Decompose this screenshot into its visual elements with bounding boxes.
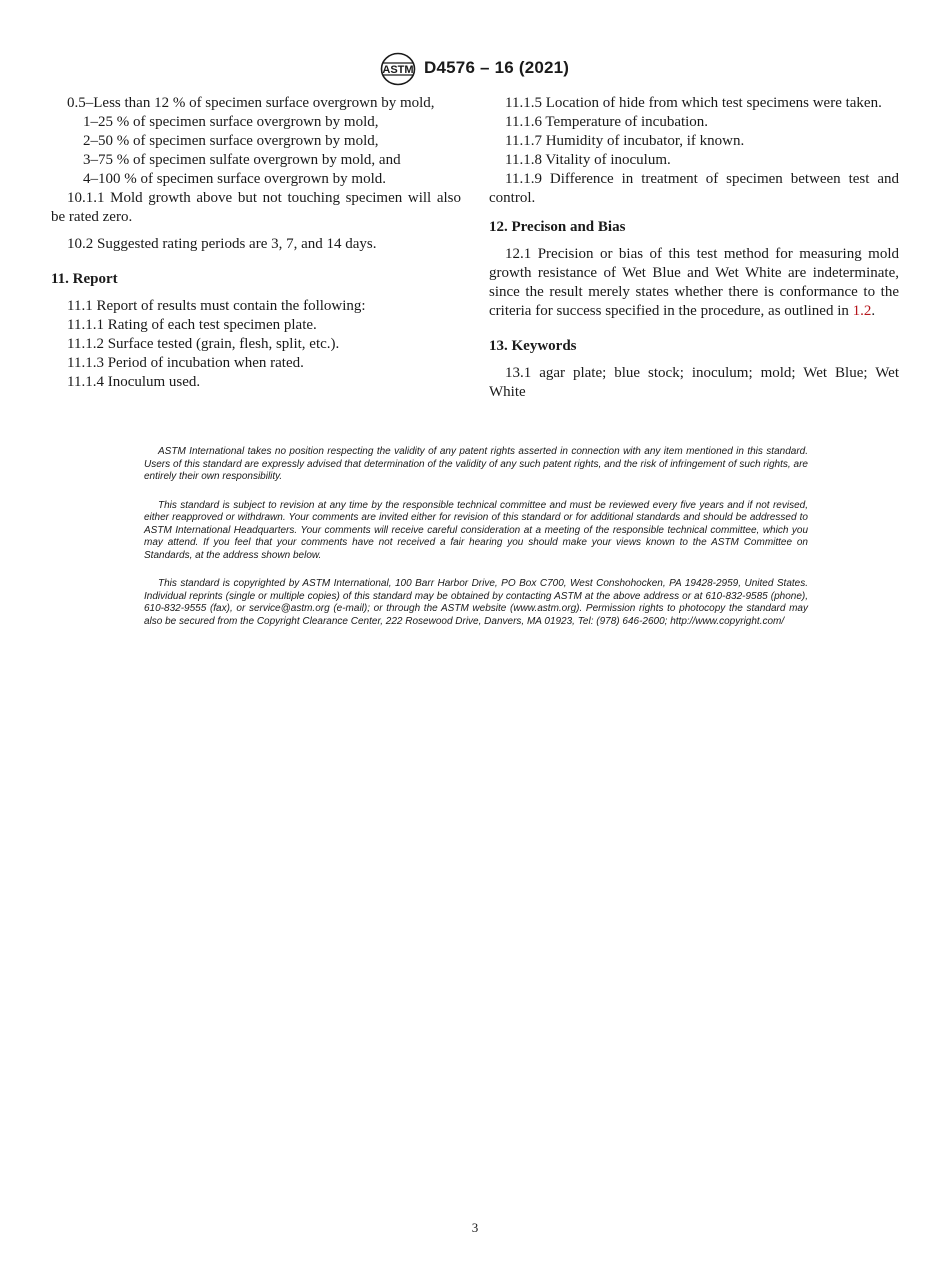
paragraph-12-1-end: . (871, 303, 876, 319)
paragraph-11-1-5: 11.1.5 Location of hide from which test specimens were taken. (505, 95, 882, 111)
patent-notice: ASTM International takes no position respecting the validity of any patent rights asserted in connection with any item mentioned in this standard. Users of this standard are expressly advised that determination of the validity of any such patent rights, and the risk of infringement of such rights, are entirely their own responsibility. (144, 446, 808, 482)
section-12-heading: 12. Precison and Bias (489, 219, 626, 235)
rating-2: 2–50 % of specimen surface overgrown by mold, (83, 133, 379, 149)
legal-notices (144, 446, 808, 644)
copyright-notice: This standard is copyrighted by ASTM International, 100 Barr Harbor Drive, PO Box C700, West Conshohocken, PA 19428-2959, United States. Individual reprints (single or multiple copies) of this standard may be obtained by contacting ASTM at the above address or at 610-832-9585 (phone), 610-832-9555 (fax), or service@astm.org (e-mail); or through the ASTM website (www.astm.org). Permission rights to photocopy the standard may also be secured from the Copyright Clearance Center, 222 Rosewood Drive, Danvers, MA 01923, Tel: (978) 646-2600; http://www.copyright.com/ (144, 578, 808, 627)
paragraph-11-1-9: 11.1.9 Difference in treatment of specimen between test and control. (489, 171, 899, 206)
section-1-2-link[interactable]: 1.2 (852, 303, 872, 319)
paragraph-11-1-4: 11.1.4 Inoculum used. (67, 374, 201, 390)
paragraph-12-1-text: 12.1 Precision or bias of this test method for measuring mold growth resistance of Wet Blue and Wet White are indeterminate, since the result merely states whether there is conformance to the criteria for success specified in the procedure, as outlined in (489, 246, 899, 319)
section-13-heading: 13. Keywords (489, 338, 577, 354)
astm-logo-icon (380, 52, 416, 86)
section-11-heading: 11. Report (51, 271, 118, 287)
paragraph-11-1-6: 11.1.6 Temperature of incubation. (505, 114, 709, 130)
paragraph-12-1 (489, 245, 899, 321)
page-number: 3 (471, 1220, 479, 1235)
right-column (489, 94, 899, 402)
page-header (0, 52, 950, 88)
paragraph-11-1-7: 11.1.7 Humidity of incubator, if known. (505, 133, 745, 149)
paragraph-10-2: 10.2 Suggested rating periods are 3, 7, and 14 days. (67, 236, 377, 252)
rating-1: 1–25 % of specimen surface overgrown by mold, (83, 114, 379, 130)
paragraph-11-1-8: 11.1.8 Vitality of inoculum. (505, 152, 671, 168)
revision-notice: This standard is subject to revision at any time by the responsible technical committee and must be reviewed every five years and if not revised, either reapproved or withdrawn. Your comments are invited either for revision of this standard or for additional standards and should be addressed to ASTM International Headquarters. Your comments will receive careful consideration at a meeting of the responsible technical committee, which you may attend. If you feel that your comments have not received a fair hearing you should make your views known to the ASTM Committee on Standards, at the address shown below. (144, 499, 808, 561)
svg-text:ASTM: ASTM (382, 64, 414, 76)
paragraph-10-1-1: 10.1.1 Mold growth above but not touching specimen will also be rated zero. (51, 190, 461, 225)
paragraph-11-1-3: 11.1.3 Period of incubation when rated. (67, 355, 304, 371)
rating-0-5: 0.5–Less than 12 % of specimen surface overgrown by mold, (67, 95, 435, 111)
paragraph-11-1-2: 11.1.2 Surface tested (grain, flesh, split, etc.). (67, 336, 340, 352)
paragraph-11-1-1: 11.1.1 Rating of each test specimen plate. (67, 317, 317, 333)
rating-3: 3–75 % of specimen sulfate overgrown by mold, and (83, 152, 401, 168)
rating-4: 4–100 % of specimen surface overgrown by mold. (83, 171, 386, 187)
left-column (51, 94, 461, 392)
paragraph-11-1: 11.1 Report of results must contain the following: (67, 298, 366, 314)
document-designation: D4576 – 16 (2021) (424, 58, 570, 77)
paragraph-13-1: 13.1 agar plate; blue stock; inoculum; mold; Wet Blue; Wet White (489, 365, 899, 400)
